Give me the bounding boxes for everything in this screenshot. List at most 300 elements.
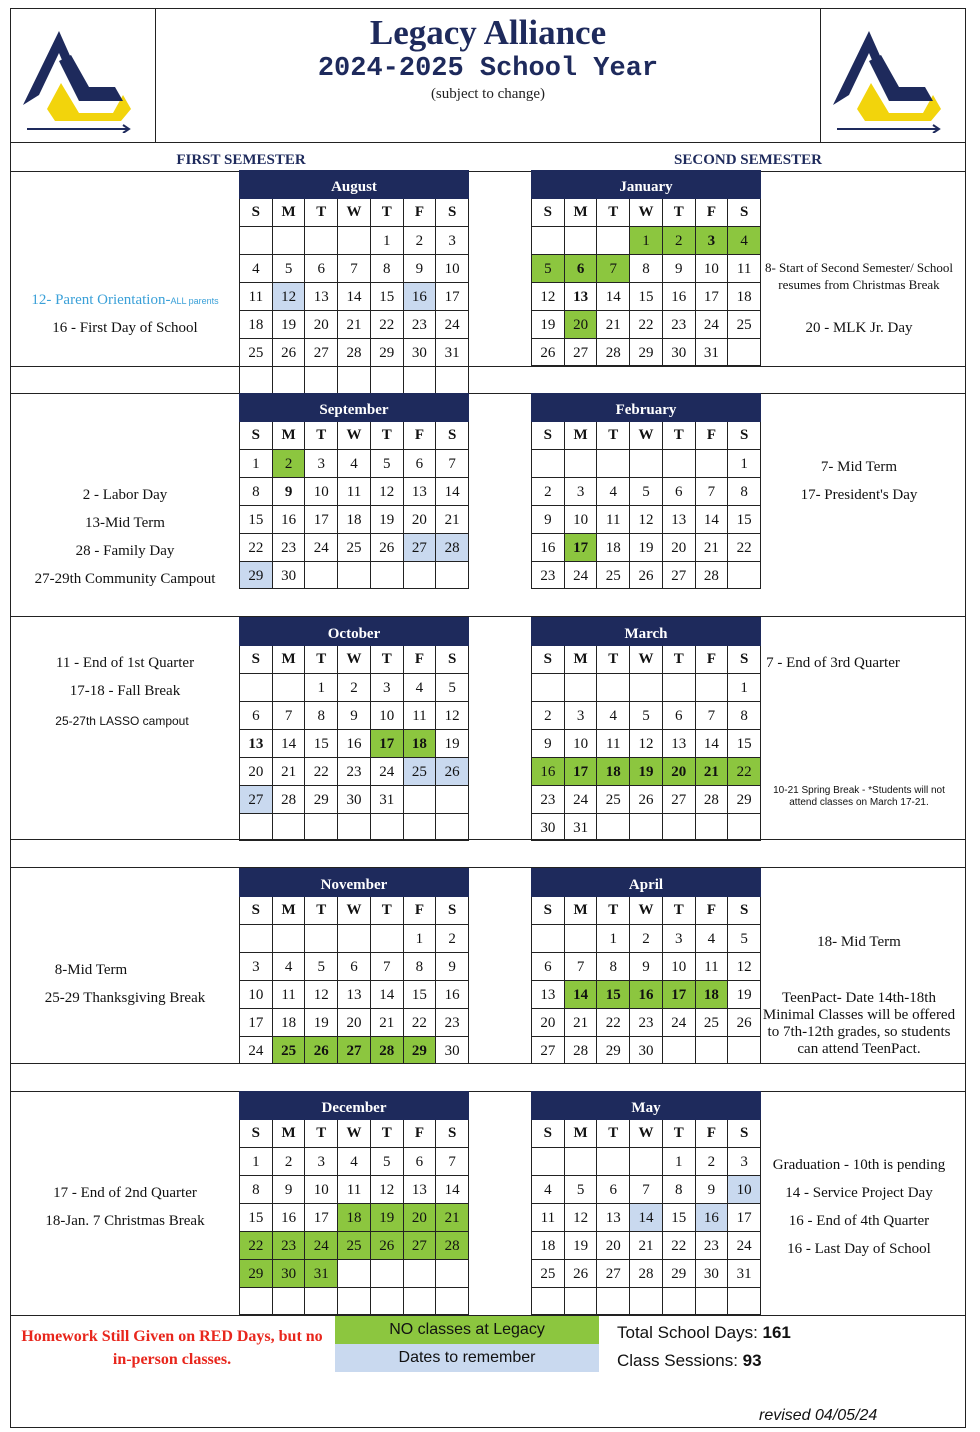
empty-cell (696, 813, 729, 841)
empty-cell (630, 1147, 663, 1175)
day-cell: 2 (532, 701, 565, 729)
month-grid (531, 422, 761, 589)
month-grid (531, 646, 761, 841)
note-thanksgiving-break: 25-29 Thanksgiving Break (44, 990, 206, 1006)
day-cell: 3 (371, 673, 404, 701)
day-cell: 27 (532, 1036, 565, 1064)
empty-cell (371, 1287, 404, 1315)
weekday-header: S (728, 422, 761, 449)
day-cell: 11 (597, 505, 630, 533)
empty-cell (404, 813, 437, 841)
day-cell: 30 (273, 1259, 306, 1287)
legend-no-classes: NO classes at Legacy (335, 1316, 599, 1344)
calendar-page (10, 8, 966, 1428)
day-cell: 4 (404, 673, 437, 701)
weekday-header: M (273, 199, 306, 226)
empty-cell (597, 813, 630, 841)
empty-cell (436, 561, 469, 589)
day-cell: 1 (404, 924, 437, 952)
empty-cell (597, 1147, 630, 1175)
day-cell: 23 (696, 1231, 729, 1259)
empty-cell (273, 924, 306, 952)
weekday-header: T (305, 646, 338, 673)
empty-cell (338, 226, 371, 254)
day-cell: 5 (565, 1175, 598, 1203)
weekday-header: S (240, 422, 273, 449)
day-cell: 16 (696, 1203, 729, 1231)
header (11, 9, 965, 143)
day-cell: 8 (597, 952, 630, 980)
day-cell: 11 (338, 477, 371, 505)
day-cell: 13 (305, 282, 338, 310)
day-cell: 12 (728, 952, 761, 980)
month-grid (531, 897, 761, 1064)
day-cell: 7 (338, 254, 371, 282)
day-cell: 22 (404, 1008, 437, 1036)
empty-cell (305, 366, 338, 394)
weekday-header: S (532, 199, 565, 226)
day-cell: 24 (436, 310, 469, 338)
month-january (531, 170, 761, 366)
empty-cell (728, 338, 761, 366)
day-cell: 15 (728, 505, 761, 533)
note-service-project-day: 14 - Service Project Day (785, 1185, 933, 1201)
day-cell: 9 (404, 254, 437, 282)
weekday-header: T (663, 897, 696, 924)
month-grid (239, 897, 469, 1064)
day-cell: 25 (404, 757, 437, 785)
day-cell: 19 (728, 980, 761, 1008)
school-year: 2024-2025 School Year (317, 54, 659, 84)
day-cell: 9 (436, 952, 469, 980)
empty-cell (630, 449, 663, 477)
day-cell: 17 (240, 1008, 273, 1036)
day-cell: 31 (371, 785, 404, 813)
weekday-header: S (728, 1120, 761, 1147)
day-cell: 21 (371, 1008, 404, 1036)
empty-cell (273, 1287, 306, 1315)
day-cell: 3 (663, 924, 696, 952)
empty-cell (532, 1147, 565, 1175)
empty-cell (565, 449, 598, 477)
empty-cell (532, 673, 565, 701)
first-semester-title: FIRST SEMESTER (176, 152, 306, 168)
day-cell: 24 (565, 561, 598, 589)
day-cell: 21 (436, 1203, 469, 1231)
empty-cell (597, 1287, 630, 1315)
weekday-header: T (371, 646, 404, 673)
day-cell: 24 (240, 1036, 273, 1064)
day-cell: 8 (371, 254, 404, 282)
day-cell: 11 (404, 701, 437, 729)
day-cell: 19 (436, 729, 469, 757)
day-cell: 6 (663, 477, 696, 505)
day-cell: 1 (663, 1147, 696, 1175)
empty-cell (404, 785, 437, 813)
day-cell: 29 (630, 338, 663, 366)
day-cell: 24 (663, 1008, 696, 1036)
day-cell: 5 (371, 1147, 404, 1175)
empty-cell (404, 561, 437, 589)
empty-cell (404, 366, 437, 394)
day-cell: 28 (273, 785, 306, 813)
month-name: March (531, 617, 761, 646)
day-cell: 12 (305, 980, 338, 1008)
empty-cell (305, 226, 338, 254)
day-cell: 22 (630, 310, 663, 338)
empty-cell (371, 366, 404, 394)
day-cell: 16 (273, 1203, 306, 1231)
day-cell: 29 (597, 1036, 630, 1064)
day-cell: 2 (436, 924, 469, 952)
day-cell: 20 (338, 1008, 371, 1036)
day-cell: 17 (565, 533, 598, 561)
day-cell: 28 (371, 1036, 404, 1064)
empty-cell (240, 226, 273, 254)
day-cell: 17 (305, 1203, 338, 1231)
empty-cell (273, 226, 306, 254)
month-name: August (239, 170, 469, 199)
day-cell: 4 (273, 952, 306, 980)
empty-cell (696, 1036, 729, 1064)
empty-cell (597, 449, 630, 477)
day-cell: 2 (663, 226, 696, 254)
weekday-header: W (338, 1120, 371, 1147)
day-cell: 7 (696, 701, 729, 729)
day-cell: 13 (240, 729, 273, 757)
day-cell: 23 (532, 785, 565, 813)
day-cell: 13 (597, 1203, 630, 1231)
day-cell: 18 (404, 729, 437, 757)
note-presidents-day: 17- President's Day (800, 487, 918, 503)
day-cell: 11 (240, 282, 273, 310)
month-grid (239, 646, 469, 841)
day-cell: 4 (728, 226, 761, 254)
day-cell: 23 (663, 310, 696, 338)
legend-dates-to-remember: Dates to remember (335, 1344, 599, 1372)
day-cell: 18 (728, 282, 761, 310)
day-cell: 4 (532, 1175, 565, 1203)
day-cell: 8 (630, 254, 663, 282)
day-cell: 11 (597, 729, 630, 757)
month-may (531, 1091, 761, 1315)
day-cell: 2 (404, 226, 437, 254)
day-cell: 27 (240, 785, 273, 813)
month-april (531, 868, 761, 1064)
empty-cell (630, 673, 663, 701)
day-cell: 7 (696, 477, 729, 505)
day-cell: 26 (630, 785, 663, 813)
day-cell: 30 (338, 785, 371, 813)
day-cell: 22 (597, 1008, 630, 1036)
empty-cell (371, 1259, 404, 1287)
empty-cell (305, 1287, 338, 1315)
day-cell: 19 (371, 1203, 404, 1231)
day-cell: 14 (338, 282, 371, 310)
day-cell: 18 (273, 1008, 306, 1036)
divider (11, 616, 965, 617)
note-graduation: Graduation - 10th is pending (772, 1157, 946, 1173)
day-cell: 14 (597, 282, 630, 310)
day-cell: 6 (404, 1147, 437, 1175)
day-cell: 8 (404, 952, 437, 980)
day-cell: 19 (532, 310, 565, 338)
empty-cell (273, 673, 306, 701)
empty-cell (565, 226, 598, 254)
weekday-header: M (565, 646, 598, 673)
empty-cell (404, 1259, 437, 1287)
day-cell: 5 (305, 952, 338, 980)
day-cell: 10 (305, 477, 338, 505)
day-cell: 24 (305, 533, 338, 561)
month-name: February (531, 393, 761, 422)
day-cell: 28 (630, 1259, 663, 1287)
day-cell: 2 (338, 673, 371, 701)
day-cell: 5 (728, 924, 761, 952)
day-cell: 27 (404, 1231, 437, 1259)
day-cell: 22 (305, 757, 338, 785)
empty-cell (663, 449, 696, 477)
day-cell: 30 (532, 813, 565, 841)
empty-cell (338, 1287, 371, 1315)
day-cell: 13 (532, 980, 565, 1008)
day-cell: 5 (630, 701, 663, 729)
day-cell: 27 (663, 561, 696, 589)
empty-cell (728, 1287, 761, 1315)
empty-cell (273, 813, 306, 841)
day-cell: 4 (338, 1147, 371, 1175)
day-cell: 24 (728, 1231, 761, 1259)
day-cell: 23 (630, 1008, 663, 1036)
day-cell: 3 (565, 701, 598, 729)
day-cell: 18 (338, 505, 371, 533)
second-semester-title: SECOND SEMESTER (674, 152, 822, 168)
weekday-header: F (404, 1120, 437, 1147)
weekday-header: T (597, 422, 630, 449)
day-cell: 28 (565, 1036, 598, 1064)
day-cell: 30 (696, 1259, 729, 1287)
day-cell: 27 (338, 1036, 371, 1064)
empty-cell (305, 924, 338, 952)
empty-cell (630, 813, 663, 841)
day-cell: 7 (436, 1147, 469, 1175)
day-cell: 23 (404, 310, 437, 338)
day-cell: 17 (565, 757, 598, 785)
logo-icon (829, 21, 949, 133)
day-cell: 3 (305, 449, 338, 477)
day-cell: 29 (240, 1259, 273, 1287)
weekday-header: S (532, 1120, 565, 1147)
weekday-header: F (696, 897, 729, 924)
weekday-header: T (663, 199, 696, 226)
day-cell: 19 (305, 1008, 338, 1036)
note-family-day: 28 - Family Day (75, 543, 175, 559)
empty-cell (532, 924, 565, 952)
day-cell: 23 (532, 561, 565, 589)
empty-cell (565, 1287, 598, 1315)
day-cell: 29 (305, 785, 338, 813)
day-cell: 1 (630, 226, 663, 254)
note-end-4th-quarter: 16 - End of 4th Quarter (788, 1213, 930, 1229)
day-cell: 9 (663, 254, 696, 282)
day-cell: 28 (338, 338, 371, 366)
weekday-header: F (696, 422, 729, 449)
weekday-header: S (240, 897, 273, 924)
day-cell: 2 (532, 477, 565, 505)
empty-cell (436, 1259, 469, 1287)
day-cell: 11 (696, 952, 729, 980)
empty-cell (240, 813, 273, 841)
day-cell: 7 (436, 449, 469, 477)
day-cell: 9 (273, 477, 306, 505)
weekday-header: S (728, 199, 761, 226)
empty-cell (305, 813, 338, 841)
divider (11, 867, 965, 868)
day-cell: 9 (696, 1175, 729, 1203)
empty-cell (597, 673, 630, 701)
note-christmas-break: 18-Jan. 7 Christmas Break (45, 1213, 205, 1229)
day-cell: 15 (371, 282, 404, 310)
day-cell: 27 (404, 533, 437, 561)
day-cell: 17 (696, 282, 729, 310)
note-spring-break: 10-21 Spring Break - *Students will not attend classes on March 17-21. (773, 785, 945, 808)
day-cell: 26 (436, 757, 469, 785)
day-cell: 8 (663, 1175, 696, 1203)
day-cell: 13 (663, 729, 696, 757)
weekday-header: F (404, 646, 437, 673)
day-cell: 27 (663, 785, 696, 813)
day-cell: 12 (630, 729, 663, 757)
note-mlk-day: 20 - MLK Jr. Day (805, 320, 913, 336)
weekday-header: S (532, 897, 565, 924)
month-march (531, 617, 761, 841)
empty-cell (240, 924, 273, 952)
weekday-header: F (696, 1120, 729, 1147)
day-cell: 16 (404, 282, 437, 310)
weekday-header: W (338, 646, 371, 673)
empty-cell (305, 561, 338, 589)
weekday-header: S (240, 199, 273, 226)
day-cell: 31 (305, 1259, 338, 1287)
note-parent-orientation: 12- Parent Orientation-ALL parents (31, 292, 219, 308)
day-cell: 19 (371, 505, 404, 533)
day-cell: 28 (696, 561, 729, 589)
day-cell: 16 (532, 533, 565, 561)
weekday-header: T (597, 646, 630, 673)
month-grid (239, 422, 469, 589)
day-cell: 13 (565, 282, 598, 310)
month-name: September (239, 393, 469, 422)
day-cell: 7 (630, 1175, 663, 1203)
note-end-1st-quarter: 11 - End of 1st Quarter (55, 655, 195, 671)
day-cell: 23 (273, 533, 306, 561)
day-cell: 19 (630, 533, 663, 561)
day-cell: 11 (532, 1203, 565, 1231)
day-cell: 8 (728, 701, 761, 729)
month-grid (239, 1120, 469, 1315)
empty-cell (663, 1287, 696, 1315)
note-feb-midterm: 7- Mid Term (820, 459, 898, 475)
day-cell: 18 (338, 1203, 371, 1231)
day-cell: 20 (240, 757, 273, 785)
day-cell: 15 (630, 282, 663, 310)
day-cell: 22 (371, 310, 404, 338)
day-cell: 15 (404, 980, 437, 1008)
day-cell: 12 (532, 282, 565, 310)
divider (11, 1063, 965, 1064)
weekday-header: T (597, 1120, 630, 1147)
day-cell: 3 (565, 477, 598, 505)
day-cell: 24 (371, 757, 404, 785)
day-cell: 6 (305, 254, 338, 282)
day-cell: 23 (273, 1231, 306, 1259)
day-cell: 25 (597, 785, 630, 813)
day-cell: 25 (696, 1008, 729, 1036)
empty-cell (436, 1287, 469, 1315)
day-cell: 5 (436, 673, 469, 701)
empty-cell (532, 449, 565, 477)
month-name: November (239, 868, 469, 897)
day-cell: 25 (273, 1036, 306, 1064)
month-grid (531, 199, 761, 366)
day-cell: 12 (371, 477, 404, 505)
day-cell: 26 (565, 1259, 598, 1287)
day-cell: 18 (532, 1231, 565, 1259)
day-cell: 4 (696, 924, 729, 952)
day-cell: 22 (240, 1231, 273, 1259)
weekday-header: S (436, 1120, 469, 1147)
day-cell: 8 (305, 701, 338, 729)
weekday-header: T (371, 1120, 404, 1147)
day-cell: 21 (630, 1231, 663, 1259)
empty-cell (338, 1259, 371, 1287)
day-cell: 8 (240, 477, 273, 505)
empty-cell (663, 813, 696, 841)
day-cell: 14 (273, 729, 306, 757)
day-cell: 24 (696, 310, 729, 338)
day-cell: 22 (240, 533, 273, 561)
day-cell: 4 (597, 477, 630, 505)
day-cell: 15 (663, 1203, 696, 1231)
weekday-header: S (240, 1120, 273, 1147)
school-name: Legacy Alliance (369, 13, 607, 52)
day-cell: 4 (240, 254, 273, 282)
day-cell: 10 (240, 980, 273, 1008)
weekday-header: T (305, 897, 338, 924)
day-cell: 25 (240, 338, 273, 366)
day-cell: 29 (371, 338, 404, 366)
day-cell: 10 (728, 1175, 761, 1203)
month-name: October (239, 617, 469, 646)
weekday-header: T (663, 646, 696, 673)
empty-cell (240, 1287, 273, 1315)
day-cell: 12 (436, 701, 469, 729)
day-cell: 3 (728, 1147, 761, 1175)
weekday-header: S (436, 897, 469, 924)
empty-cell (663, 673, 696, 701)
weekday-header: F (404, 897, 437, 924)
day-cell: 22 (728, 533, 761, 561)
day-cell: 16 (436, 980, 469, 1008)
day-cell: 20 (532, 1008, 565, 1036)
day-cell: 5 (273, 254, 306, 282)
note-first-day: 16 - First Day of School (52, 320, 198, 336)
empty-cell (371, 813, 404, 841)
day-cell: 21 (338, 310, 371, 338)
day-cell: 31 (436, 338, 469, 366)
note-fall-break: 17-18 - Fall Break (69, 683, 181, 699)
day-cell: 17 (436, 282, 469, 310)
